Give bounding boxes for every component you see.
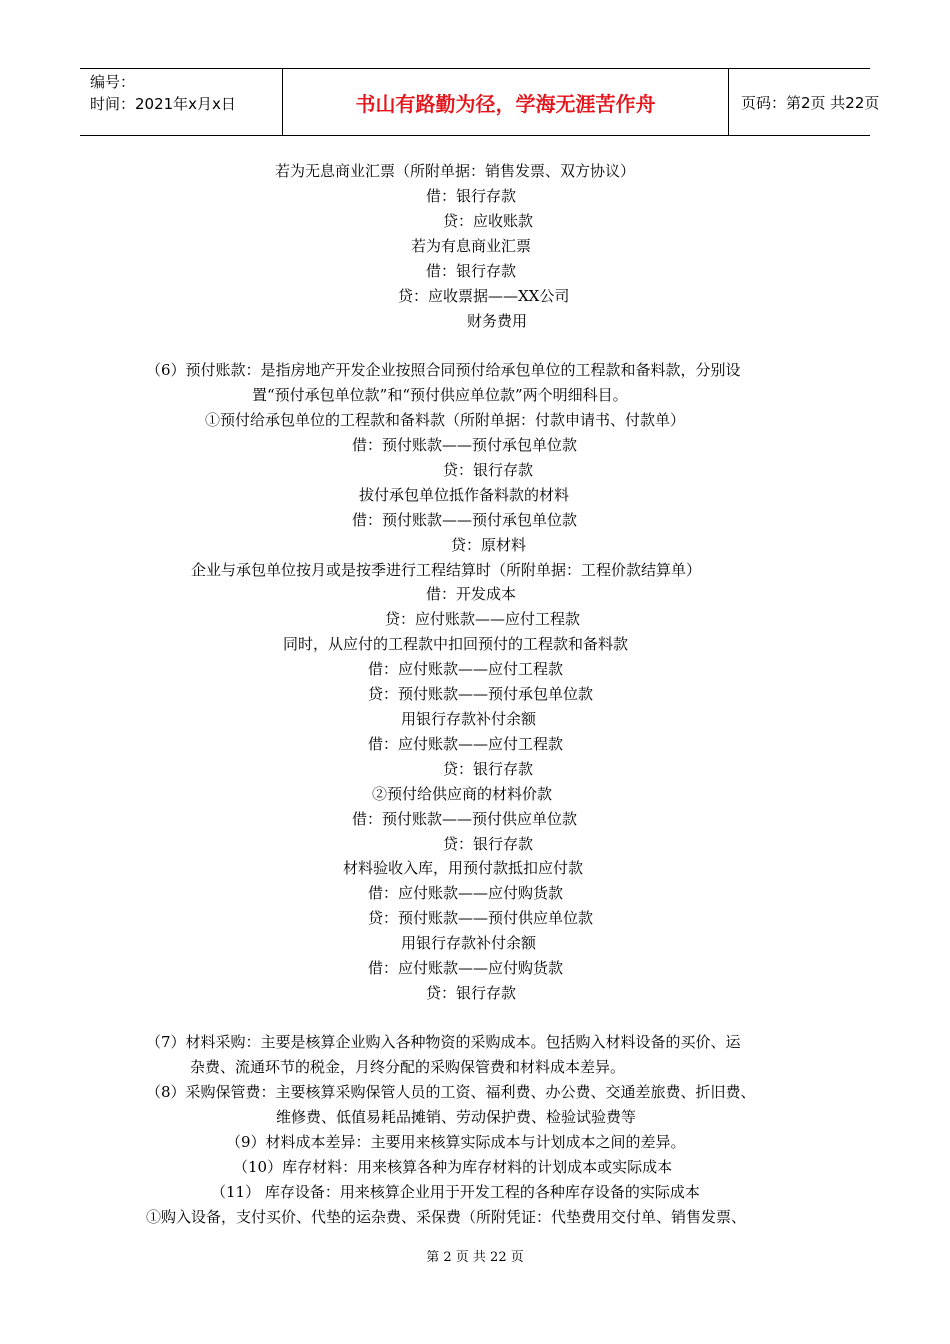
text-line: 借：银行存款: [426, 262, 517, 280]
text-line: 用银行存款补付余额: [401, 934, 537, 952]
text-line: 若为无息商业汇票（所附单据：销售发票、双方协议）: [275, 162, 636, 180]
text-line: （7）材料采购：主要是核算企业购入各种物资的采购成本。包括购入材料设备的买价、运: [146, 1033, 741, 1051]
text-line: 维修费、低值易耗品摊销、劳动保护费、检验试验费等: [276, 1108, 637, 1126]
text-line: 贷：银行存款: [426, 984, 517, 1002]
text-line: （9）材料成本差异：主要用来核算实际成本与计划成本之间的差异。: [226, 1133, 686, 1151]
number-label: 编号：: [90, 73, 136, 91]
text-line: （8）采购保管费：主要核算采购保管人员的工资、福利费、办公费、交通差旅费、折旧费、: [146, 1083, 756, 1101]
text-line: 材料验收入库，用预付款抵扣应付款: [343, 859, 584, 877]
text-line: （10）库存材料：用来核算各种为库存材料的计划成本或实际成本: [233, 1158, 673, 1176]
text-line: 贷：应收票据——XX公司: [398, 287, 570, 305]
text-line: 借：银行存款: [426, 187, 517, 205]
text-line: （11） 库存设备：用来核算企业用于开发工程的各种库存设备的实际成本: [211, 1183, 700, 1201]
text-line: 贷：银行存款: [443, 835, 534, 853]
text-line: 借：预付账款——预付承包单位款: [352, 511, 578, 529]
text-line: 借：应付账款——应付购货款: [368, 884, 564, 902]
time-label: 时间：2021年x月x日: [90, 95, 236, 113]
text-line: 用银行存款补付余额: [401, 710, 537, 728]
page-footer: 第 2 页 共 22 页: [426, 1250, 524, 1265]
text-line: 贷：原材料: [451, 536, 527, 554]
text-line: 企业与承包单位按月或是按季进行工程结算时（所附单据：工程价款结算单）: [191, 561, 702, 579]
text-line: （6）预付账款：是指房地产开发企业按照合同预付给承包单位的工程款和备料款，分别设: [146, 361, 741, 379]
text-line: 拔付承包单位抵作备料款的材料: [359, 486, 570, 504]
text-line: ①购入设备，支付买价、代垫的运杂费、采保费（所附凭证：代垫费用交付单、销售发票、: [146, 1208, 747, 1226]
text-line: 同时，从应付的工程款中扣回预付的工程款和备料款: [283, 635, 629, 653]
text-line: 贷：预付账款——预付供应单位款: [368, 909, 594, 927]
text-line: 贷：预付账款——预付承包单位款: [368, 685, 594, 703]
text-line: 贷：应收账款: [443, 212, 534, 230]
text-line: 借：应付账款——应付工程款: [368, 735, 564, 753]
text-line: 贷：银行存款: [443, 461, 534, 479]
page-header: [80, 68, 880, 136]
motto: 书山有路勤为径，学海无涯苦作舟: [282, 69, 729, 135]
text-line: 借：预付账款——预付供应单位款: [352, 810, 578, 828]
text-line: 贷：应付账款——应付工程款: [385, 610, 581, 628]
text-line: 借：开发成本: [426, 585, 517, 603]
text-line: 财务费用: [467, 312, 528, 330]
text-line: 贷：银行存款: [443, 760, 534, 778]
header-left-cell: [80, 69, 282, 135]
text-line: 借：应付账款——应付工程款: [368, 660, 564, 678]
text-line: 杂费、流通环节的税金，月终分配的采购保管费和材料成本差异。: [190, 1058, 626, 1076]
text-line: ②预付给供应商的材料价款: [372, 785, 553, 803]
text-line: ①预付给承包单位的工程款和备料款（所附单据：付款申请书、付款单）: [205, 411, 686, 429]
text-line: 若为有息商业汇票: [411, 237, 532, 255]
page-info: 页码：第2页 共22页: [741, 93, 880, 112]
text-line: 置“预付承包单位款”和“预付供应单位款”两个明细科目。: [252, 386, 628, 404]
text-line: 借：预付账款——预付承包单位款: [352, 436, 578, 454]
text-line: 借：应付账款——应付购货款: [368, 959, 564, 977]
